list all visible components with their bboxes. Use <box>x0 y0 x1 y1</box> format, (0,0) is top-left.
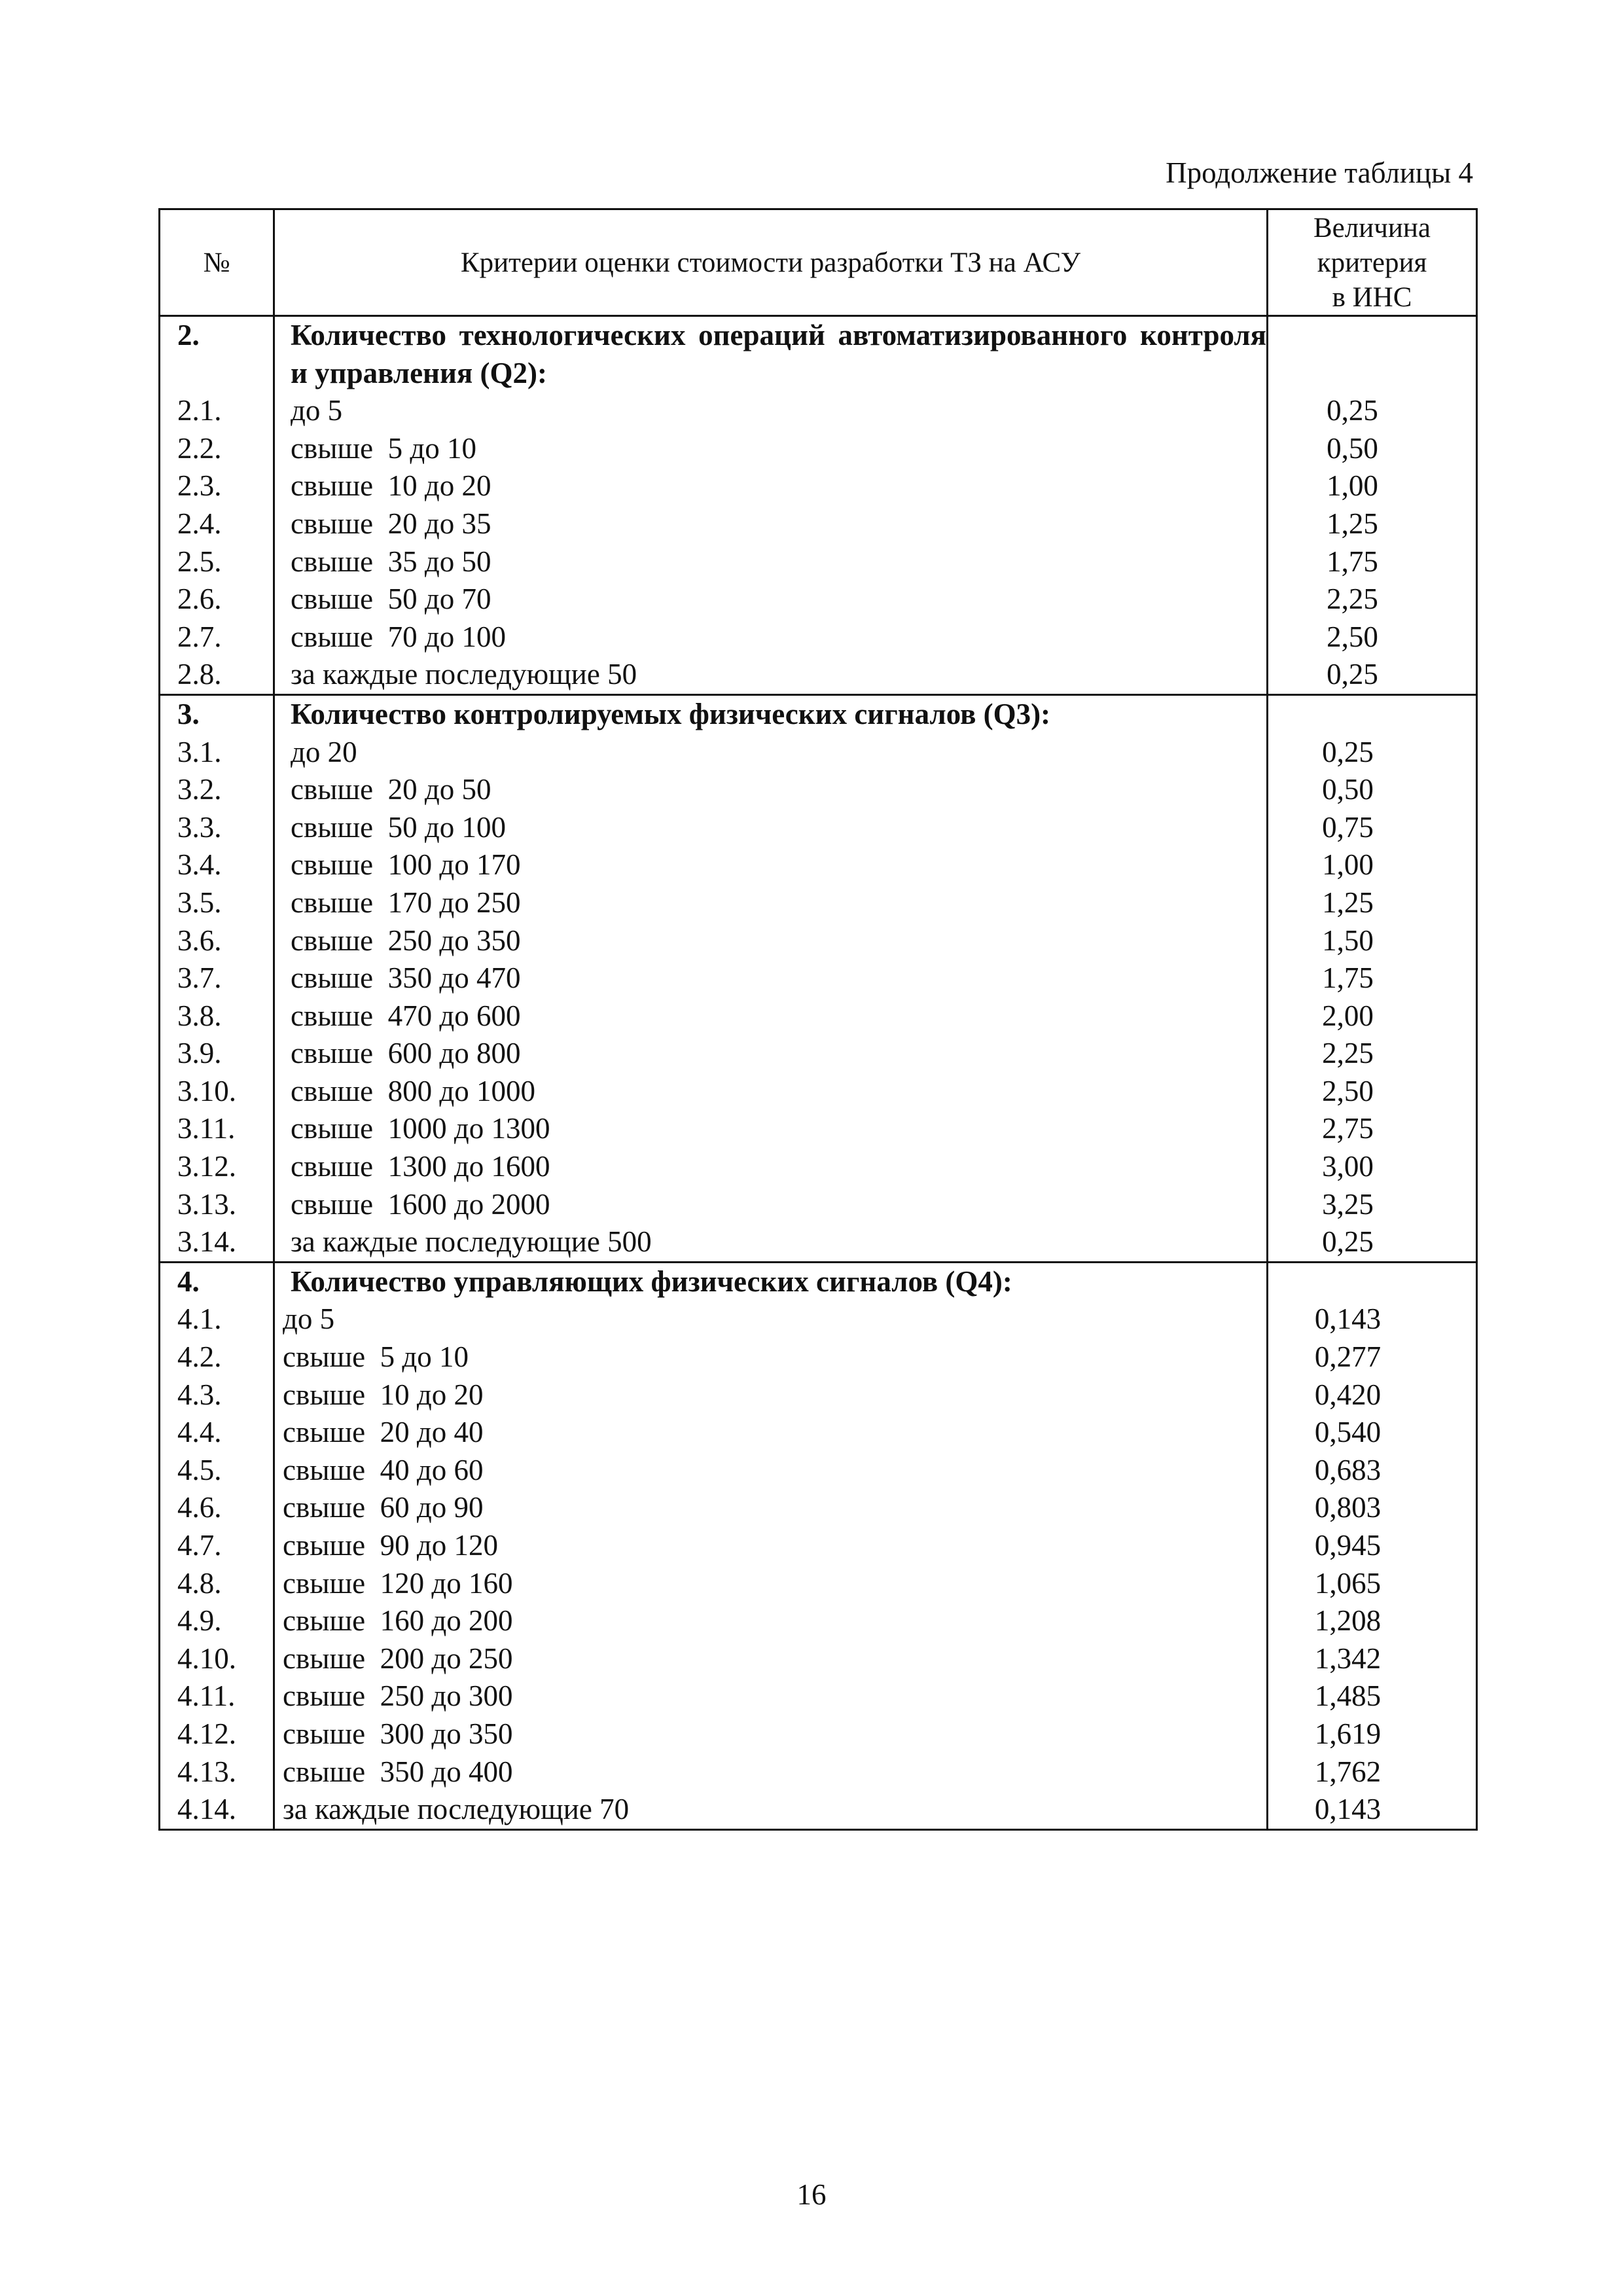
row-number: 2.4. <box>160 505 274 543</box>
row-number: 4.9. <box>160 1602 274 1640</box>
row-criterion: до 5 <box>274 1300 1268 1338</box>
row-criterion: свыше 1300 до 1600 <box>274 1148 1268 1186</box>
row-value: 1,208 <box>1268 1602 1477 1640</box>
section-title: Количество технологических операций автоматизированного контроля и управления (Q2): <box>274 316 1268 393</box>
table-row <box>160 1338 1477 1376</box>
row-number: 4.8. <box>160 1565 274 1603</box>
row-criterion: свыше 5 до 10 <box>274 430 1268 468</box>
row-value: 1,25 <box>1268 884 1477 922</box>
row-number: 2.8. <box>160 656 274 694</box>
row-criterion: свыше 350 до 470 <box>274 960 1268 997</box>
row-value: 0,25 <box>1268 656 1477 694</box>
header-criteria: Критерии оценки стоимости разработки ТЗ на АСУ <box>274 209 1268 316</box>
page-number: 16 <box>796 2178 827 2211</box>
row-value: 1,485 <box>1268 1677 1477 1715</box>
row-criterion: за каждые последующие 70 <box>274 1791 1268 1829</box>
section-value-empty <box>1268 1262 1477 1300</box>
row-value: 0,420 <box>1268 1376 1477 1414</box>
row-value: 0,803 <box>1268 1489 1477 1527</box>
row-criterion: свыше 300 до 350 <box>274 1715 1268 1753</box>
table-row <box>160 922 1477 960</box>
row-criterion: до 20 <box>274 734 1268 772</box>
table-caption: Продолжение таблицы 4 <box>1166 156 1473 189</box>
table-row <box>160 430 1477 468</box>
row-value: 1,342 <box>1268 1640 1477 1678</box>
criteria-table <box>158 208 1478 1831</box>
table-row <box>160 1527 1477 1565</box>
header-value-line: критерия <box>1317 247 1427 278</box>
row-number: 3.7. <box>160 960 274 997</box>
table-row <box>160 467 1477 505</box>
row-number: 2.3. <box>160 467 274 505</box>
row-value: 1,00 <box>1268 846 1477 884</box>
row-criterion: свыше 60 до 90 <box>274 1489 1268 1527</box>
table-body <box>160 316 1477 1830</box>
row-criterion: свыше 250 до 300 <box>274 1677 1268 1715</box>
table-row <box>160 1073 1477 1111</box>
row-value: 0,683 <box>1268 1452 1477 1490</box>
header-value-line: Величина <box>1313 212 1431 243</box>
table-row <box>160 505 1477 543</box>
row-number: 3.3. <box>160 809 274 847</box>
row-value: 1,75 <box>1268 543 1477 581</box>
table-row <box>160 656 1477 694</box>
section-number: 2. <box>160 316 274 393</box>
row-value: 2,00 <box>1268 997 1477 1035</box>
table-row <box>160 1452 1477 1490</box>
row-value: 2,25 <box>1268 1035 1477 1073</box>
row-number: 4.14. <box>160 1791 274 1829</box>
table-row <box>160 1640 1477 1678</box>
row-number: 4.3. <box>160 1376 274 1414</box>
row-criterion: свыше 90 до 120 <box>274 1527 1268 1565</box>
row-number: 3.2. <box>160 771 274 809</box>
row-criterion: свыше 10 до 20 <box>274 1376 1268 1414</box>
table-row <box>160 1223 1477 1262</box>
row-criterion: свыше 600 до 800 <box>274 1035 1268 1073</box>
row-number: 2.2. <box>160 430 274 468</box>
row-number: 3.11. <box>160 1110 274 1148</box>
row-criterion: свыше 200 до 250 <box>274 1640 1268 1678</box>
row-criterion: свыше 50 до 100 <box>274 809 1268 847</box>
row-criterion: за каждые последующие 500 <box>274 1223 1268 1262</box>
table-row <box>160 1565 1477 1603</box>
row-criterion: свыше 170 до 250 <box>274 884 1268 922</box>
row-number: 3.8. <box>160 997 274 1035</box>
row-number: 2.6. <box>160 581 274 619</box>
row-value: 0,945 <box>1268 1527 1477 1565</box>
table-row <box>160 1677 1477 1715</box>
row-value: 0,25 <box>1268 734 1477 772</box>
table-row <box>160 1035 1477 1073</box>
table-row <box>160 1186 1477 1224</box>
row-number: 4.7. <box>160 1527 274 1565</box>
row-value: 0,143 <box>1268 1300 1477 1338</box>
row-criterion: свыше 350 до 400 <box>274 1753 1268 1791</box>
row-number: 4.11. <box>160 1677 274 1715</box>
row-criterion: свыше 100 до 170 <box>274 846 1268 884</box>
row-number: 3.12. <box>160 1148 274 1186</box>
row-criterion: свыше 5 до 10 <box>274 1338 1268 1376</box>
row-number: 4.12. <box>160 1715 274 1753</box>
section-title: Количество контролируемых физических сигналов (Q3): <box>274 694 1268 733</box>
header-value <box>1268 209 1477 316</box>
section-header-row <box>160 694 1477 733</box>
table-row <box>160 1791 1477 1829</box>
table-row <box>160 1753 1477 1791</box>
table-row <box>160 1148 1477 1186</box>
row-number: 3.1. <box>160 734 274 772</box>
row-criterion: свыше 50 до 70 <box>274 581 1268 619</box>
row-value: 0,50 <box>1268 430 1477 468</box>
row-number: 4.4. <box>160 1414 274 1452</box>
row-value: 1,50 <box>1268 922 1477 960</box>
row-value: 0,25 <box>1268 1223 1477 1262</box>
row-value: 2,50 <box>1268 1073 1477 1111</box>
section-header-row <box>160 316 1477 393</box>
row-criterion: свыше 20 до 50 <box>274 771 1268 809</box>
row-value: 0,143 <box>1268 1791 1477 1829</box>
row-value: 1,00 <box>1268 467 1477 505</box>
row-value: 0,277 <box>1268 1338 1477 1376</box>
table-row <box>160 960 1477 997</box>
row-criterion: до 5 <box>274 392 1268 430</box>
table-row <box>160 771 1477 809</box>
section-header-row <box>160 1262 1477 1300</box>
row-value: 0,540 <box>1268 1414 1477 1452</box>
table-row <box>160 884 1477 922</box>
row-value: 2,75 <box>1268 1110 1477 1148</box>
row-value: 1,25 <box>1268 505 1477 543</box>
row-number: 4.13. <box>160 1753 274 1791</box>
header-value-line: в ИНС <box>1332 281 1412 313</box>
row-criterion: свыше 470 до 600 <box>274 997 1268 1035</box>
row-number: 2.1. <box>160 392 274 430</box>
section-number: 3. <box>160 694 274 733</box>
row-criterion: свыше 1600 до 2000 <box>274 1186 1268 1224</box>
table-row <box>160 1376 1477 1414</box>
row-criterion: свыше 35 до 50 <box>274 543 1268 581</box>
row-number: 2.7. <box>160 619 274 656</box>
row-number: 2.5. <box>160 543 274 581</box>
row-number: 3.4. <box>160 846 274 884</box>
row-criterion: свыше 20 до 40 <box>274 1414 1268 1452</box>
row-number: 3.14. <box>160 1223 274 1262</box>
row-criterion: свыше 40 до 60 <box>274 1452 1268 1490</box>
row-number: 4.5. <box>160 1452 274 1490</box>
row-number: 3.6. <box>160 922 274 960</box>
row-number: 4.10. <box>160 1640 274 1678</box>
row-value: 2,50 <box>1268 619 1477 656</box>
row-number: 3.10. <box>160 1073 274 1111</box>
row-value: 0,50 <box>1268 771 1477 809</box>
row-criterion: свыше 120 до 160 <box>274 1565 1268 1603</box>
row-number: 4.6. <box>160 1489 274 1527</box>
row-number: 3.5. <box>160 884 274 922</box>
section-value-empty <box>1268 694 1477 733</box>
row-value: 1,619 <box>1268 1715 1477 1753</box>
row-number: 3.9. <box>160 1035 274 1073</box>
row-value: 1,065 <box>1268 1565 1477 1603</box>
row-value: 0,25 <box>1268 392 1477 430</box>
table-row <box>160 581 1477 619</box>
row-criterion: за каждые последующие 50 <box>274 656 1268 694</box>
row-criterion: свыше 250 до 350 <box>274 922 1268 960</box>
row-criterion: свыше 160 до 200 <box>274 1602 1268 1640</box>
row-value: 3,00 <box>1268 1148 1477 1186</box>
row-number: 4.2. <box>160 1338 274 1376</box>
row-value: 1,762 <box>1268 1753 1477 1791</box>
table-row <box>160 1300 1477 1338</box>
table-row <box>160 734 1477 772</box>
table-row <box>160 619 1477 656</box>
row-value: 1,75 <box>1268 960 1477 997</box>
row-value: 3,25 <box>1268 1186 1477 1224</box>
table-row <box>160 543 1477 581</box>
row-criterion: свыше 20 до 35 <box>274 505 1268 543</box>
table-row <box>160 1414 1477 1452</box>
table-row <box>160 1110 1477 1148</box>
table-row <box>160 1715 1477 1753</box>
table-header-row <box>160 209 1477 316</box>
row-value: 0,75 <box>1268 809 1477 847</box>
row-value: 2,25 <box>1268 581 1477 619</box>
table-row <box>160 846 1477 884</box>
row-number: 3.13. <box>160 1186 274 1224</box>
table-row <box>160 392 1477 430</box>
table-row <box>160 1602 1477 1640</box>
table-row <box>160 809 1477 847</box>
section-number: 4. <box>160 1262 274 1300</box>
row-criterion: свыше 800 до 1000 <box>274 1073 1268 1111</box>
section-value-empty <box>1268 316 1477 393</box>
header-num: № <box>160 209 274 316</box>
row-criterion: свыше 10 до 20 <box>274 467 1268 505</box>
row-number: 4.1. <box>160 1300 274 1338</box>
table-row <box>160 1489 1477 1527</box>
row-criterion: свыше 1000 до 1300 <box>274 1110 1268 1148</box>
table-row <box>160 997 1477 1035</box>
section-title: Количество управляющих физических сигналов (Q4): <box>274 1262 1268 1300</box>
row-criterion: свыше 70 до 100 <box>274 619 1268 656</box>
